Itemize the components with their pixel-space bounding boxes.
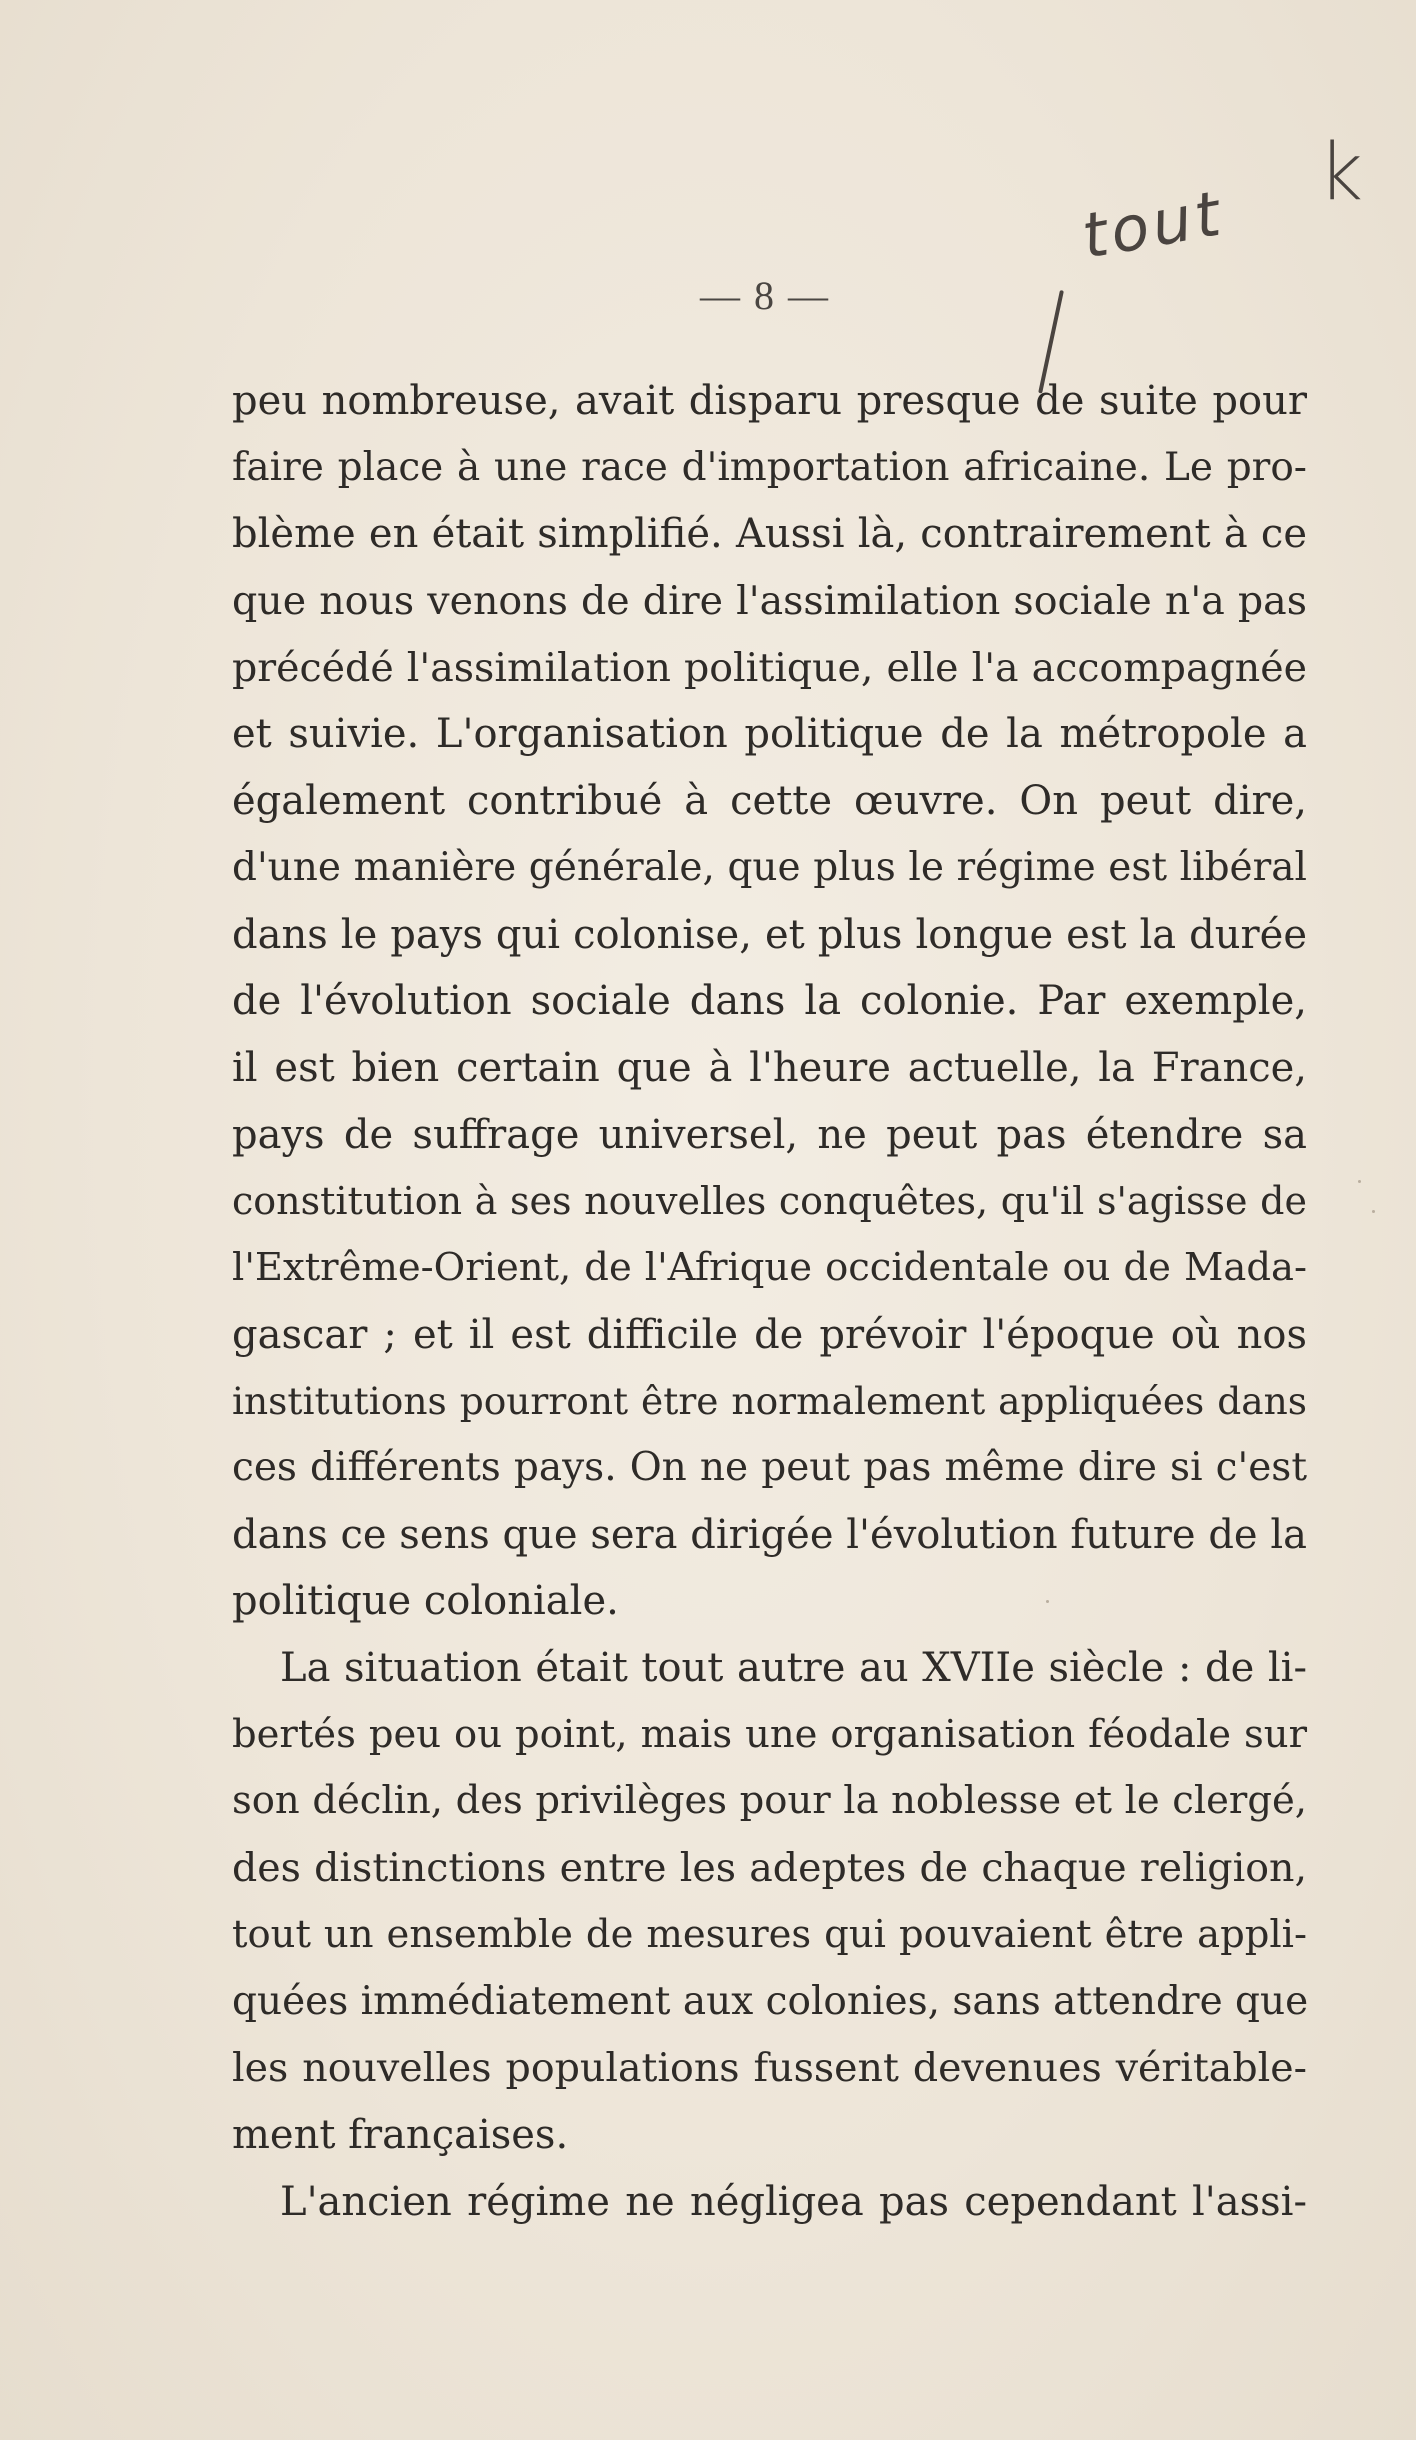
text-line: peu nombreuse, avait disparu presque de suite pour bbox=[232, 378, 1307, 424]
text-line: pays de suffrage universel, ne peut pas étendre sa bbox=[232, 1111, 1307, 1158]
handwritten-annotation: tout bbox=[1076, 176, 1230, 273]
text-line: il est bien certain que à l'heure actuelle, la France, bbox=[232, 1044, 1307, 1091]
text-line: dans ce sens que sera dirigée l'évolution future de la bbox=[232, 1511, 1307, 1558]
text-line: gascar ; et il est difficile de prévoir l'époque où nos bbox=[232, 1311, 1307, 1358]
text-line: dans le pays qui colonise, et plus longue est la durée bbox=[232, 911, 1307, 958]
text-line: ment françaises. bbox=[232, 2111, 569, 2158]
text-line: bertés peu ou point, mais une organisation féodale sur bbox=[232, 1711, 1307, 1757]
text-line: constitution à ses nouvelles conquêtes, qu'il s'agisse de bbox=[232, 1179, 1307, 1224]
text-line: institutions pourront être normalement appliquées dans bbox=[232, 1379, 1307, 1424]
text-line: ces différents pays. On ne peut pas même dire si c'est bbox=[232, 1445, 1307, 1490]
paper-speck bbox=[1372, 1210, 1375, 1213]
text-line: La situation était tout autre au XVIIe siècle : de li- bbox=[280, 1645, 1307, 1692]
text-line: précédé l'assimilation politique, elle l'a accompagnée bbox=[232, 644, 1307, 691]
text-line: quées immédiatement aux colonies, sans attendre que bbox=[232, 1978, 1309, 2024]
text-line: blème en était simplifié. Aussi là, contrairement à ce bbox=[232, 511, 1307, 558]
text-line: politique coloniale. bbox=[232, 1578, 619, 1625]
paper-speck bbox=[1358, 1180, 1361, 1183]
text-line: son déclin, des privilèges pour la noblesse et le clergé, bbox=[232, 1778, 1307, 1824]
text-line: des distinctions entre les adeptes de chaque religion, bbox=[232, 1845, 1307, 1892]
paper-speck bbox=[1046, 1600, 1049, 1603]
text-line: de l'évolution sociale dans la colonie. Par exemple, bbox=[232, 978, 1307, 1025]
text-line: L'ancien régime ne négligea pas cependant l'assi- bbox=[280, 2178, 1307, 2225]
text-line: faire place à une race d'importation africaine. Le pro- bbox=[232, 444, 1307, 490]
text-line: également contribué à cette œuvre. On peut dire, bbox=[232, 778, 1307, 825]
text-line: les nouvelles populations fussent devenues véritable- bbox=[232, 2045, 1307, 2092]
text-line: tout un ensemble de mesures qui pouvaient être appli- bbox=[232, 1911, 1307, 1957]
page-number: — 8 — bbox=[700, 273, 830, 318]
text-line: et suivie. L'organisation politique de la métropole a bbox=[232, 711, 1307, 758]
handwritten-mark: k bbox=[1318, 128, 1364, 218]
body-text bbox=[232, 368, 1307, 2235]
text-line: d'une manière générale, que plus le régime est libéral bbox=[232, 844, 1307, 890]
text-line: l'Extrême-Orient, de l'Afrique occidentale ou de Mada- bbox=[232, 1244, 1307, 1290]
text-line: que nous venons de dire l'assimilation sociale n'a pas bbox=[232, 578, 1307, 625]
